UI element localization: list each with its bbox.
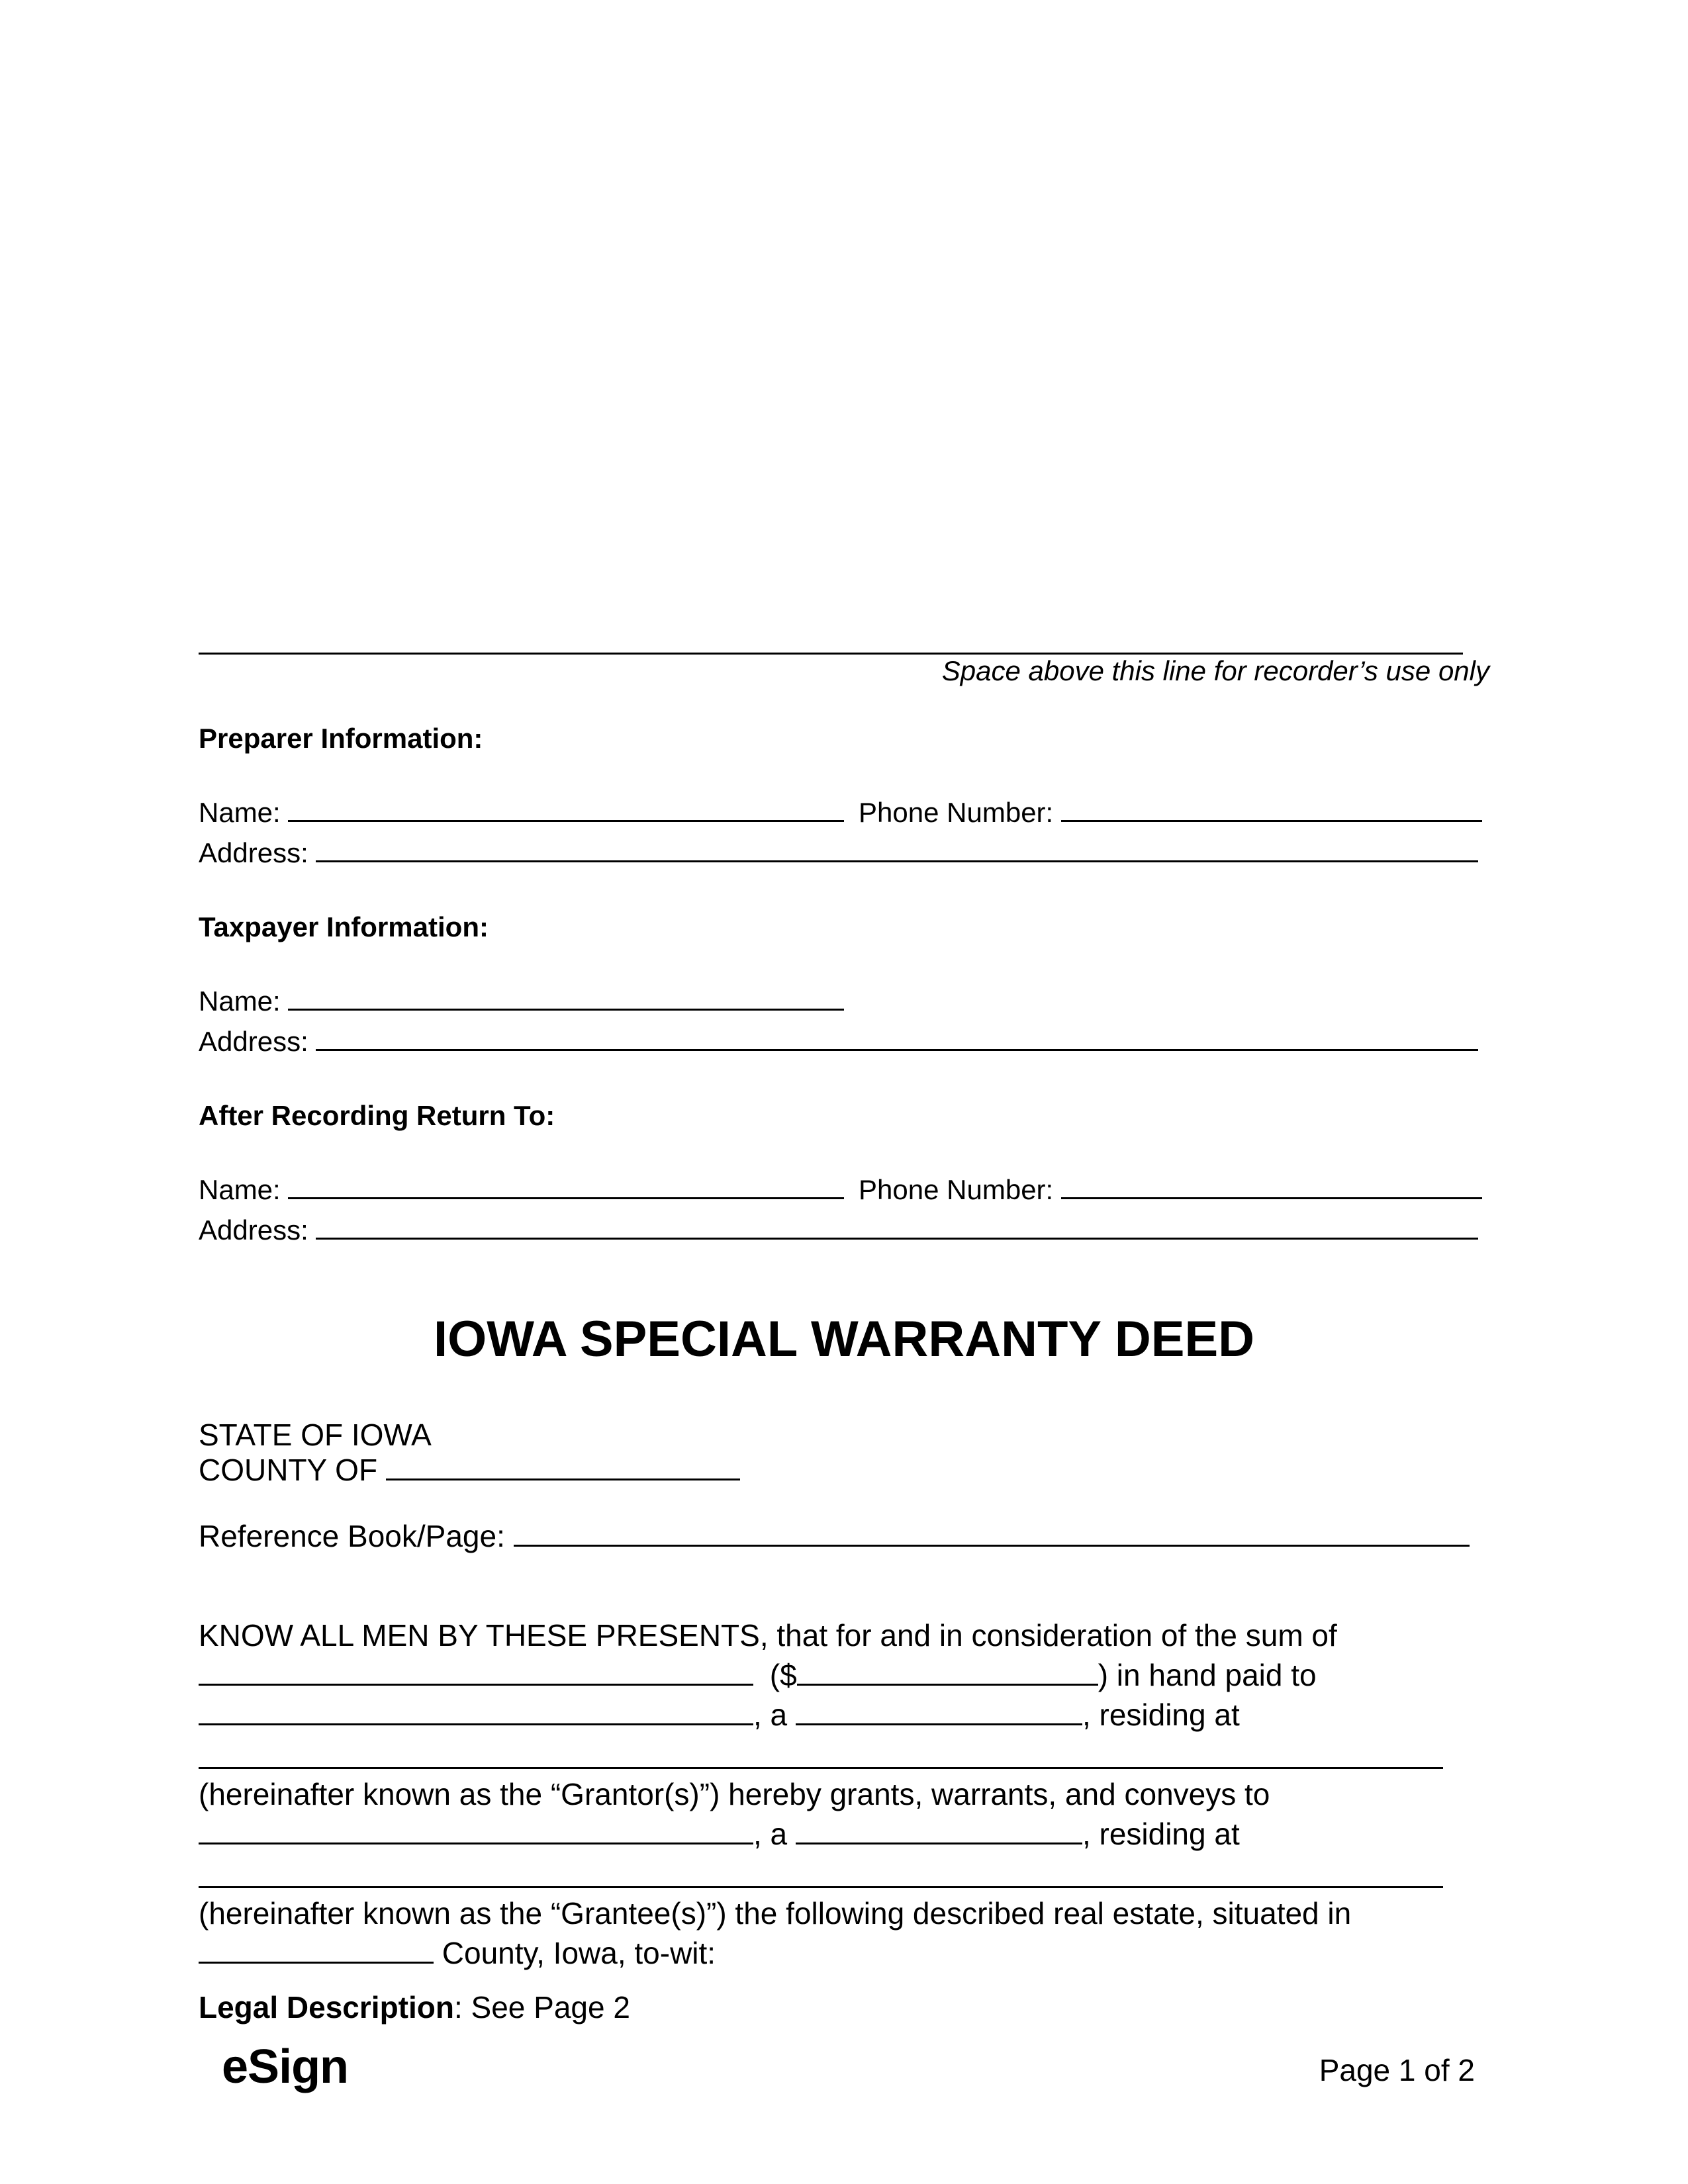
esign-logo: eSign xyxy=(222,2040,349,2093)
preparer-heading: Preparer Information: xyxy=(199,723,483,754)
return-to-phone-field[interactable] xyxy=(1061,1197,1482,1199)
legal-description-row xyxy=(199,1992,630,2023)
body-line-9 xyxy=(199,1938,716,1968)
taxpayer-name-label: Name: xyxy=(199,985,281,1017)
county-iowa-text: County, Iowa, to-wit: xyxy=(442,1936,716,1970)
grantee-residing-at: , residing at xyxy=(1082,1817,1240,1851)
county-label: COUNTY OF xyxy=(199,1453,378,1487)
body-line-3 xyxy=(199,1700,1240,1730)
consideration-amount-field[interactable] xyxy=(797,1684,1098,1686)
page-number: Page 1 of 2 xyxy=(1319,2053,1475,2087)
return-to-phone-label: Phone Number: xyxy=(859,1174,1054,1205)
return-to-address-row xyxy=(199,1216,1478,1244)
legal-description-label: Legal Description xyxy=(199,1990,454,2025)
property-county-field[interactable] xyxy=(199,1962,434,1964)
preparer-address-row xyxy=(199,839,1478,867)
preparer-address-label: Address: xyxy=(199,837,308,868)
grantee-name-field[interactable] xyxy=(199,1843,753,1844)
recorder-note: Space above this line for recorder’s use only xyxy=(941,655,1489,686)
in-hand-paid: ) in hand paid to xyxy=(1098,1658,1317,1692)
taxpayer-heading: Taxpayer Information: xyxy=(199,911,489,942)
preparer-address-field[interactable] xyxy=(316,860,1478,862)
grantee-comma-a: , a xyxy=(753,1817,788,1851)
return-to-address-label: Address: xyxy=(199,1214,308,1246)
preparer-phone-field[interactable] xyxy=(1061,820,1482,822)
preparer-name-row xyxy=(199,799,1482,827)
title-wrap xyxy=(0,1310,1688,1368)
grantor-comma-a: , a xyxy=(753,1698,788,1732)
return-to-address-field[interactable] xyxy=(316,1238,1478,1240)
return-to-name-label: Name: xyxy=(199,1174,281,1205)
county-row xyxy=(199,1455,740,1485)
grantor-residing-at: , residing at xyxy=(1082,1698,1240,1732)
return-to-name-field[interactable] xyxy=(288,1197,844,1199)
body-line-6 xyxy=(199,1819,1240,1849)
taxpayer-name-field[interactable] xyxy=(288,1009,844,1011)
return-to-heading: After Recording Return To: xyxy=(199,1100,555,1131)
return-to-name-row xyxy=(199,1176,1482,1204)
taxpayer-address-label: Address: xyxy=(199,1026,308,1057)
preparer-name-label: Name: xyxy=(199,797,281,828)
legal-description-value: : See Page 2 xyxy=(453,1990,630,2025)
dollar-open: ($ xyxy=(769,1658,797,1692)
county-field[interactable] xyxy=(386,1479,740,1480)
consideration-words-field[interactable] xyxy=(199,1684,753,1686)
state-line: STATE OF IOWA xyxy=(199,1418,432,1452)
document-title: IOWA SPECIAL WARRANTY DEED xyxy=(433,1311,1255,1367)
preparer-name-field[interactable] xyxy=(288,820,844,822)
taxpayer-address-row xyxy=(199,1028,1478,1056)
body-line-1: KNOW ALL MEN BY THESE PRESENTS, that for and in consideration of the sum of xyxy=(199,1618,1337,1653)
grantor-line: (hereinafter known as the “Grantor(s)”) hereby grants, warrants, and conveys to xyxy=(199,1777,1270,1811)
grantor-address-field[interactable] xyxy=(199,1767,1443,1769)
grantee-address-field[interactable] xyxy=(199,1886,1443,1888)
taxpayer-address-field[interactable] xyxy=(316,1049,1478,1051)
reference-field[interactable] xyxy=(514,1545,1470,1547)
grantor-status-field[interactable] xyxy=(796,1723,1082,1725)
preparer-phone-label: Phone Number: xyxy=(859,797,1054,828)
grantor-name-field[interactable] xyxy=(199,1723,753,1725)
grantee-status-field[interactable] xyxy=(796,1843,1082,1844)
body-line-2 xyxy=(199,1660,1317,1690)
reference-label: Reference Book/Page: xyxy=(199,1519,505,1553)
taxpayer-name-row xyxy=(199,987,844,1015)
grantee-line: (hereinafter known as the “Grantee(s)”) the following described real estate, situated in xyxy=(199,1896,1352,1931)
recorder-space-line xyxy=(199,653,1463,655)
reference-row xyxy=(199,1521,1470,1551)
